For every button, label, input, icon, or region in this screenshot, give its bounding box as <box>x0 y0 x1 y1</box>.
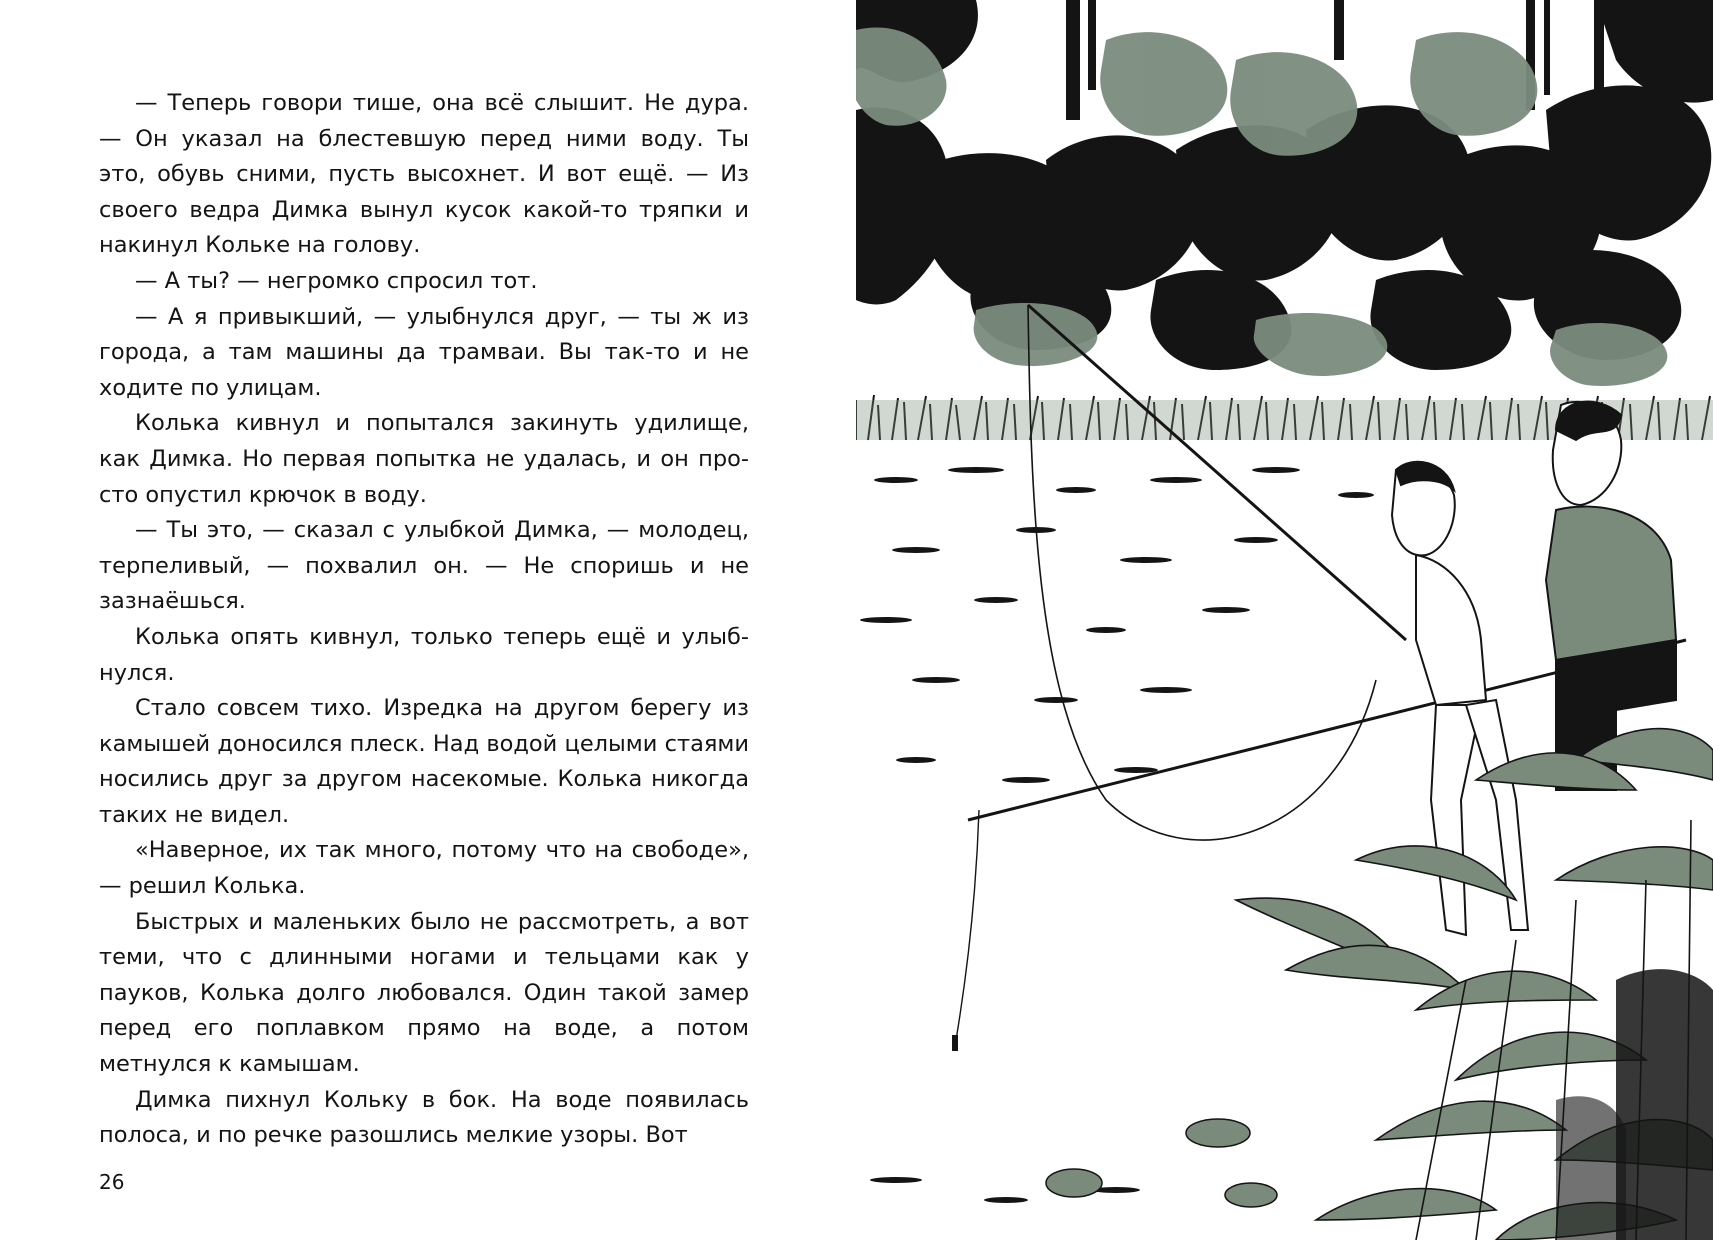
paragraph: «Наверное, их так много, потому что на свободе», — решил Колька. <box>99 837 749 900</box>
paragraph: Колька опять кивнул, только теперь ещё и улыбнулся. <box>99 623 749 686</box>
body-text <box>99 86 749 1154</box>
paragraph: — А я привыкший, — улыбнулся друг, — ты ж из города, а там машины да трамваи. Вы так-то и не ходите по улицам. <box>99 303 749 401</box>
paragraph: — Ты это, — сказал с улыбкой Димка, — молодец, терпеливый, — похвалил он. — Не споришь и не зазнаёшься. <box>99 517 749 615</box>
paragraph: Быстрых и маленьких было не рассмотреть, а вот теми, что с длинными ногами и тельцами как у пауков, Колька долго любовался. Один такой замер перед его поплавком прямо на воде, а потом метнулся к камышам. <box>99 908 749 1078</box>
paragraph: Димка пихнул Кольку в бок. На воде появилась полоса, и по речке разошлись мелкие узоры. Вот <box>99 1086 749 1149</box>
text-page <box>0 0 855 1240</box>
fishing-illustration <box>856 0 1713 1240</box>
paragraph: Стало совсем тихо. Изредка на другом берегу из камышей доносился плеск. Над водой целыми стаями носились друг за другом насекомые. Колька никогда таких не видел. <box>99 695 749 828</box>
illustration-page <box>856 0 1713 1240</box>
paragraph: — Теперь говори тише, она всё слышит. Не дура. — Он указал на блестевшую перед ними воду. Ты это, обувь сними, пусть высохнет. И вот ещё. — Из своего ведра Димка вынул кусок какой-то тряпки и накинул Кольке на голову. <box>99 90 749 259</box>
page-number: 26 <box>99 1170 125 1194</box>
paragraph: Колька кивнул и попытался закинуть удилище, как Димка. Но первая попытка не удалась, и он просто опустил крючок в воду. <box>99 410 749 508</box>
paragraph: — А ты? — негромко спросил тот. <box>135 267 538 294</box>
float <box>952 1035 958 1051</box>
